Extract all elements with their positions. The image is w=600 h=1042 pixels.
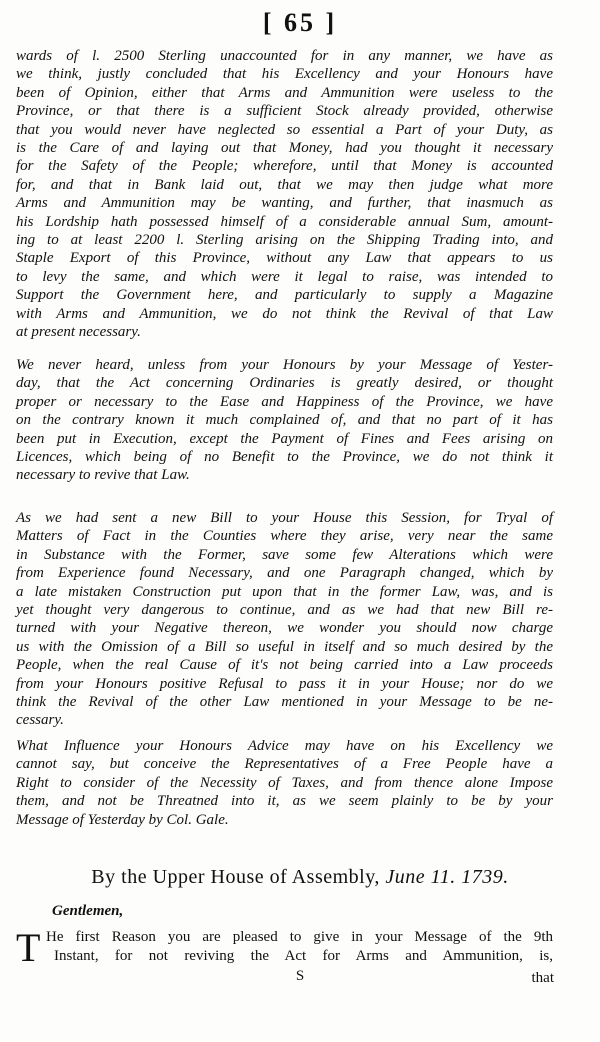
heading-text: By the Upper House of Assembly, bbox=[91, 866, 380, 888]
text-line: think the Revival of the other Law mentioned in your Message to be ne- bbox=[16, 694, 553, 711]
text-line: We never heard, unless from your Honours by your Message of Yester- bbox=[16, 357, 553, 373]
text-line: us with the Omission of a Bill so useful in itself and so much desired by the bbox=[16, 638, 553, 655]
text-line: cannot say, but conceive the Representatives of a Free People have a bbox=[16, 756, 553, 773]
text-line: for, and that in Bank laid out, that we may then judge what more bbox=[16, 176, 553, 193]
text-line: from your Honours positive Refusal to pass it in your House; nor do we bbox=[16, 675, 553, 692]
text-line: wards of l. 2500 Sterling unaccounted for in any manner, we have as bbox=[16, 48, 553, 64]
catchword: that bbox=[531, 970, 554, 986]
text-line: Message of Yesterday by Col. Gale. bbox=[16, 811, 229, 828]
text-line: necessary to revive that Law. bbox=[16, 467, 190, 484]
text-line: yet thought very dangerous to continue, and as we had that new Bill re- bbox=[16, 602, 553, 619]
text-line: to levy the same, and which were it legal to raise, was intended to bbox=[16, 268, 553, 285]
paragraph-3 bbox=[16, 509, 553, 730]
text-line: Arms and Ammunition may be wanting, and further, that inasmuch as bbox=[16, 195, 553, 212]
text-line: Instant, for not reviving the Act for Arms and Ammunition, is, bbox=[54, 948, 553, 964]
text-line: we think, justly concluded that his Excellency and your Honours have bbox=[16, 66, 553, 83]
text-line: them, and not be Threatned into it, as we seem plainly to be by your bbox=[16, 793, 553, 810]
text-line: What Influence your Honours Advice may have on his Excellency we bbox=[16, 738, 553, 754]
text-line: proper or necessary to the Ease and Happiness of the Province, we have bbox=[16, 393, 553, 410]
text-line: day, that the Act concerning Ordinaries is greatly desired, or thought bbox=[16, 375, 553, 392]
text-line: from Experience found Necessary, and one Paragraph changed, which by bbox=[16, 565, 553, 582]
text-line: Support the Government here, and particularly to supply a Magazine bbox=[16, 287, 553, 304]
text-line: ing to at least 2200 l. Sterling arising on the Shipping Trading into, and bbox=[16, 232, 553, 249]
text-line: Licences, which being of no Benefit to the Province, we do not think it bbox=[16, 449, 553, 466]
text-line: Matters of Fact in the Counties where they arise, very near the same bbox=[16, 528, 553, 545]
paragraph-1 bbox=[16, 47, 553, 342]
salutation: Gentlemen, bbox=[52, 903, 124, 919]
text-line: Staple Export of this Province, without any Law that appears to us bbox=[16, 250, 553, 267]
text-line: with Arms and Ammunition, we do not think the Revival of that Law bbox=[16, 305, 553, 322]
paragraph-4 bbox=[16, 737, 553, 829]
section-heading bbox=[0, 866, 600, 889]
text-line: Province, or that there is a sufficient Stock already provided, otherwise bbox=[16, 103, 553, 120]
text-line: on the contrary known it much complained of, and that no part of it has bbox=[16, 412, 553, 429]
text-line: As we had sent a new Bill to your House this Session, for Tryal of bbox=[16, 510, 553, 526]
drop-cap: T bbox=[16, 925, 41, 970]
text-line: is the Care of and laying out that Money, had you thought it necessary bbox=[16, 140, 553, 157]
text-line: a late mistaken Construction put upon that in the former Law, was, and is bbox=[16, 583, 553, 600]
text-line: People, when the real Cause of it's not being carried into a Law proceeds bbox=[16, 657, 553, 674]
text-line: been put in Execution, except the Payment of Fines and Fees arising on bbox=[16, 430, 553, 447]
text-line: been of Opinion, either that Arms and Ammunition were useless to the bbox=[16, 84, 553, 101]
page-number: [ 65 ] bbox=[262, 8, 338, 37]
text-line: cessary. bbox=[16, 712, 64, 729]
text-line: for the Safety of the People; wherefore, until that Money is accounted bbox=[16, 158, 553, 175]
heading-date: June 11. 1739. bbox=[385, 866, 509, 888]
text-line: at present necessary. bbox=[16, 324, 141, 341]
text-line: turned with your Negative thereon, we wonder you should now charge bbox=[16, 620, 553, 637]
signature-mark: S bbox=[295, 968, 305, 984]
text-line: He first Reason you are pleased to give in your Message of the 9th bbox=[46, 929, 553, 945]
letter-body bbox=[16, 925, 553, 970]
text-line: his Lordship hath possessed himself of a considerable annual Sum, amount- bbox=[16, 213, 553, 230]
text-line: in Substance with the Former, save some few Alterations which were bbox=[16, 546, 553, 563]
text-line: Right to consider of the Necessity of Taxes, and from thence alone Impose bbox=[16, 774, 553, 791]
paragraph-2 bbox=[16, 356, 553, 485]
text-line: that you would never have neglected so essential a Part of your Duty, as bbox=[16, 121, 553, 138]
